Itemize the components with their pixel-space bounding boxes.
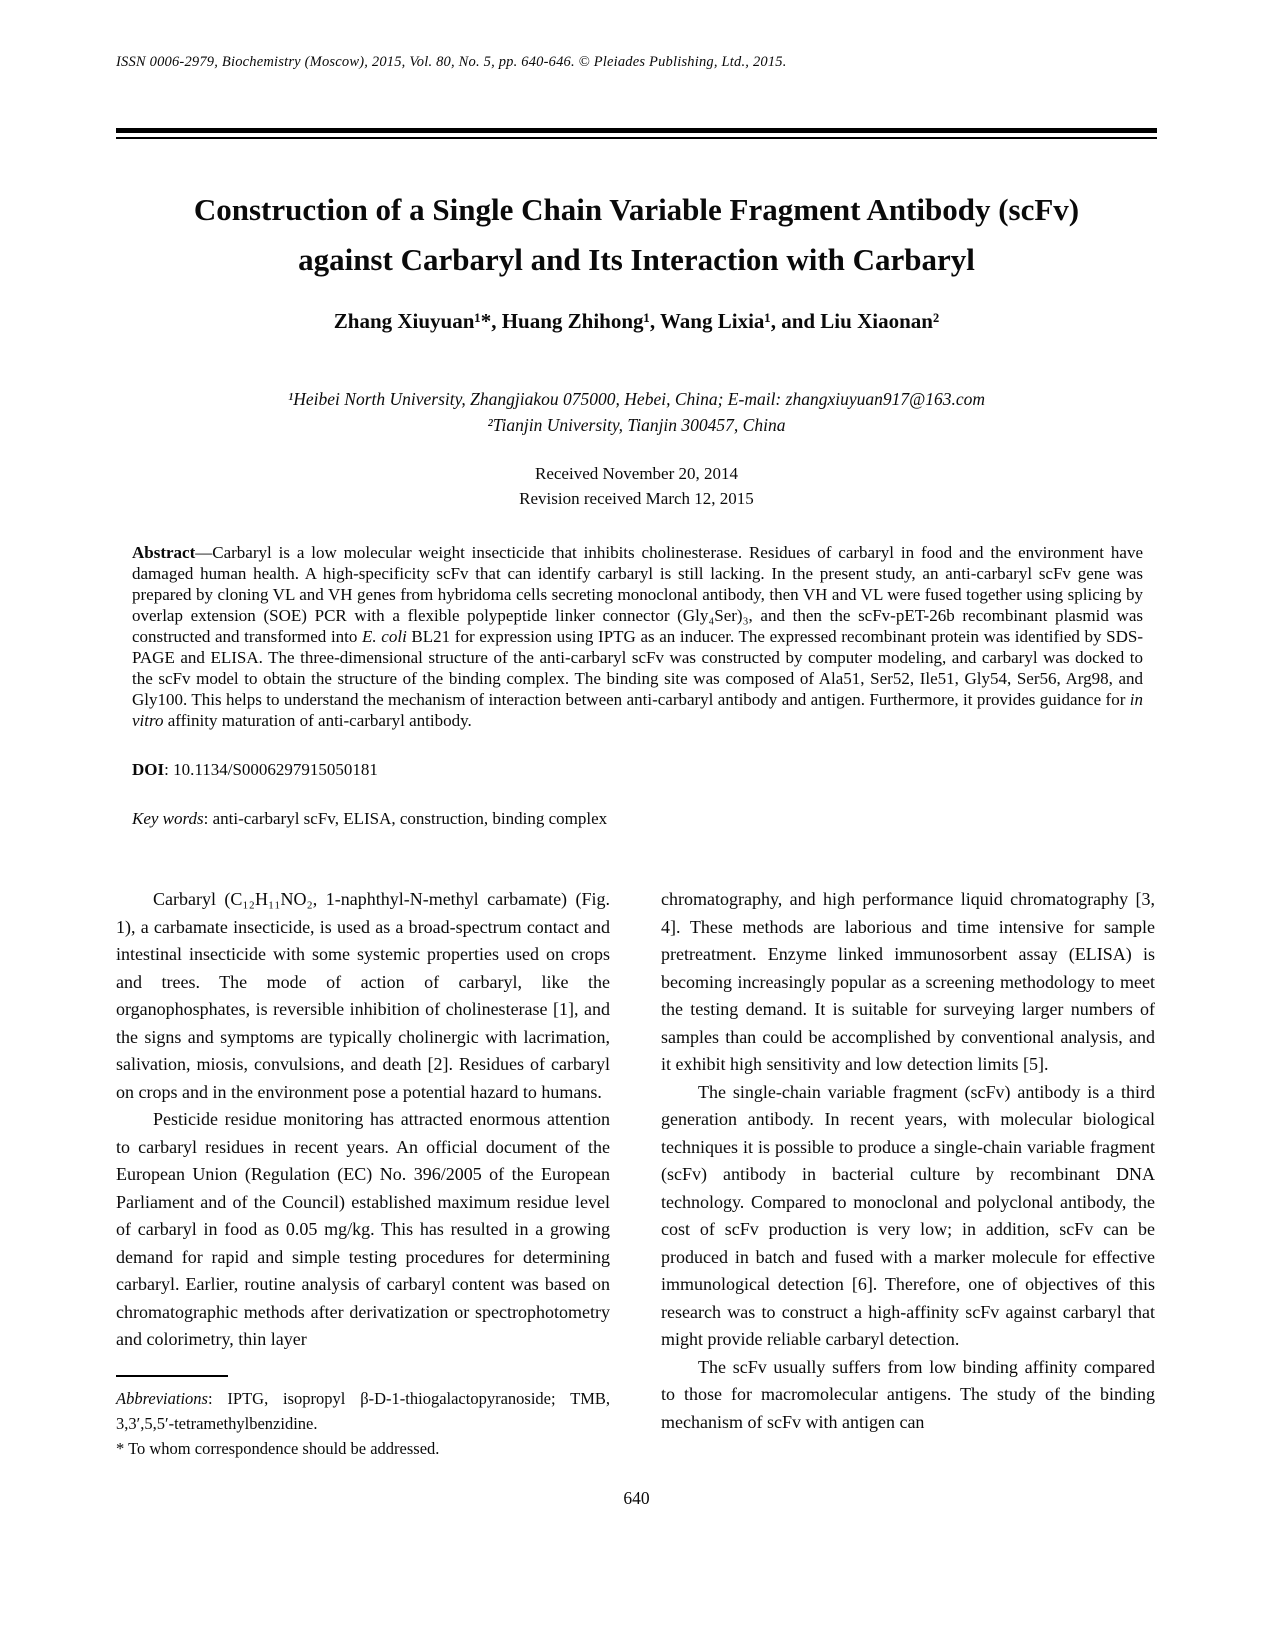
header-rule-thick xyxy=(116,128,1157,133)
abstract-paragraph: Abstract—Carbaryl is a low molecular weight insecticide that inhibits cholinesterase. Residues of carbaryl in food and the environment have damaged human health. A high-specificity scFv that can identify carbaryl is still lacking. In the present study, an anti-carbaryl scFv gene was prepared by cloning VL and VH genes from hybridoma cells secreting monoclonal antibody, then VH and VL were fused together using splicing by overlap extension (SOE) PCR with a flexible polypeptide linker connector (Gly₄Ser)₃, and then the scFv-pET-26b recombinant plasmid was constructed and transformed into E. coli BL21 for expression using IPTG as an inducer. The expressed recombinant protein was identified by SDS-PAGE and ELISA. The three-dimensional structure of the anti-carbaryl scFv was constructed by computer modeling, and carbaryl was docked to the scFv model to obtain the structure of the binding complex. The binding site was composed of Ala51, Ser52, Ile51, Gly54, Ser56, Arg98, and Gly100. This helps to understand the mechanism of interaction between anti-carbaryl antibody and antigen. Furthermore, it provides guidance for in vitro affinity maturation of anti-carbaryl antibody. xyxy=(132,543,1143,730)
body-paragraph-chromatography: chromatography, and high performance liquid chromatography [3, 4]. These methods are laborious and time intensive for sample pretreatment. Enzyme linked immunosorbent assay (ELISA) is becoming increasingly popular as a screening methodology to meet the testing demand. It is suitable for surveying larger numbers of samples than could be accomplished by conventional analysis, and it exhibit high sensitivity and low detection limits [5]. xyxy=(661,889,1155,1074)
abbreviations-note: Abbreviations: IPTG, isopropyl β-D-1-thiogalactopyranoside; TMB, 3,3′,5,5′-tetramethylbenzidine. xyxy=(116,1388,610,1433)
article-title-line-2: against Carbaryl and Its Interaction with Carbaryl xyxy=(298,242,975,277)
body-paragraph-scfv: The single-chain variable fragment (scFv) antibody is a third generation antibody. In recent years, with molecular biological techniques it is possible to produce a single-chain variable fragment (scFv) antibody in bacterial culture by recombinant DNA technology. Compared to monoclonal and polyclonal antibody, the cost of scFv production is very low; in addition, scFv can be produced in batch and fused with a marker molecule for effective immunological detection [6]. Therefore, one of objectives of this research was to construct a high-affinity scFv against carbaryl that might provide reliable carbaryl detection. xyxy=(661,1081,1155,1349)
affiliation-2: ²Tianjin University, Tianjin 300457, China xyxy=(487,415,786,435)
body-columns xyxy=(116,886,1157,1461)
right-column xyxy=(661,886,1155,1461)
article-title-line-1: Construction of a Single Chain Variable Fragment Antibody (scFv) xyxy=(193,192,1080,227)
keywords-line: Key words: anti-carbaryl scFv, ELISA, construction, binding complex xyxy=(132,809,608,828)
article-title xyxy=(116,185,1157,285)
header-rule-thin xyxy=(116,137,1157,139)
affiliations xyxy=(116,386,1157,438)
affiliation-1: ¹Heibei North University, Zhangjiakou 075000, Hebei, China; E-mail: zhangxiuyuan917@163.com xyxy=(288,389,985,409)
footnote-rule xyxy=(116,1375,228,1377)
body-paragraph-monitoring: Pesticide residue monitoring has attracted enormous attention to carbaryl residues in recent years. An official document of the European Union (Regulation (EC) No. 396/2005 of the European Parliament and of the Council) established maximum residue level of carbaryl in food as 0.05 mg/kg. This has resulted in a growing demand for rapid and simple testing procedures for determining carbaryl. Earlier, routine analysis of carbaryl content was based on chromatographic methods after derivatization or spectrophotometry and colorimetry, thin layer xyxy=(116,1109,610,1349)
journal-header: ISSN 0006-2979, Biochemistry (Moscow), 2015, Vol. 80, No. 5, pp. 640-646. © Pleiades Publishing, Ltd., 2015. xyxy=(116,54,787,70)
body-paragraph-affinity: The scFv usually suffers from low binding affinity compared to those for macromolecular antigens. The study of the binding mechanism of scFv with antigen can xyxy=(661,1356,1155,1432)
left-column xyxy=(116,886,610,1461)
revision-date: Revision received March 12, 2015 xyxy=(519,489,754,508)
body-paragraph-intro: Carbaryl (C₁₂H₁₁NO₂, 1-naphthyl-N-methyl carbamate) (Fig. 1), a carbamate insecticide, is used as a broad-spectrum contact and intestinal insecticide with some systemic properties used on crops and trees. The mode of action of carbaryl, like the organophosphates, is reversible inhibition of cholinesterase [1], and the signs and symptoms are typically cholinergic with lacrimation, salivation, miosis, convulsions, and death [2]. Residues of carbaryl on crops and in the environment pose a potential hazard to humans. xyxy=(116,889,610,1102)
received-date: Received November 20, 2014 xyxy=(535,464,738,483)
doi-line: DOI: 10.1134/S0006297915050181 xyxy=(132,760,378,779)
header-rule xyxy=(116,128,1157,139)
page-number: 640 xyxy=(623,1487,650,1508)
footnote-block xyxy=(116,1375,610,1461)
correspondence-note: * To whom correspondence should be addressed. xyxy=(116,1438,440,1458)
authors-line: Zhang Xiuyuan¹*, Huang Zhihong¹, Wang Lixia¹, and Liu Xiaonan² xyxy=(333,309,940,333)
